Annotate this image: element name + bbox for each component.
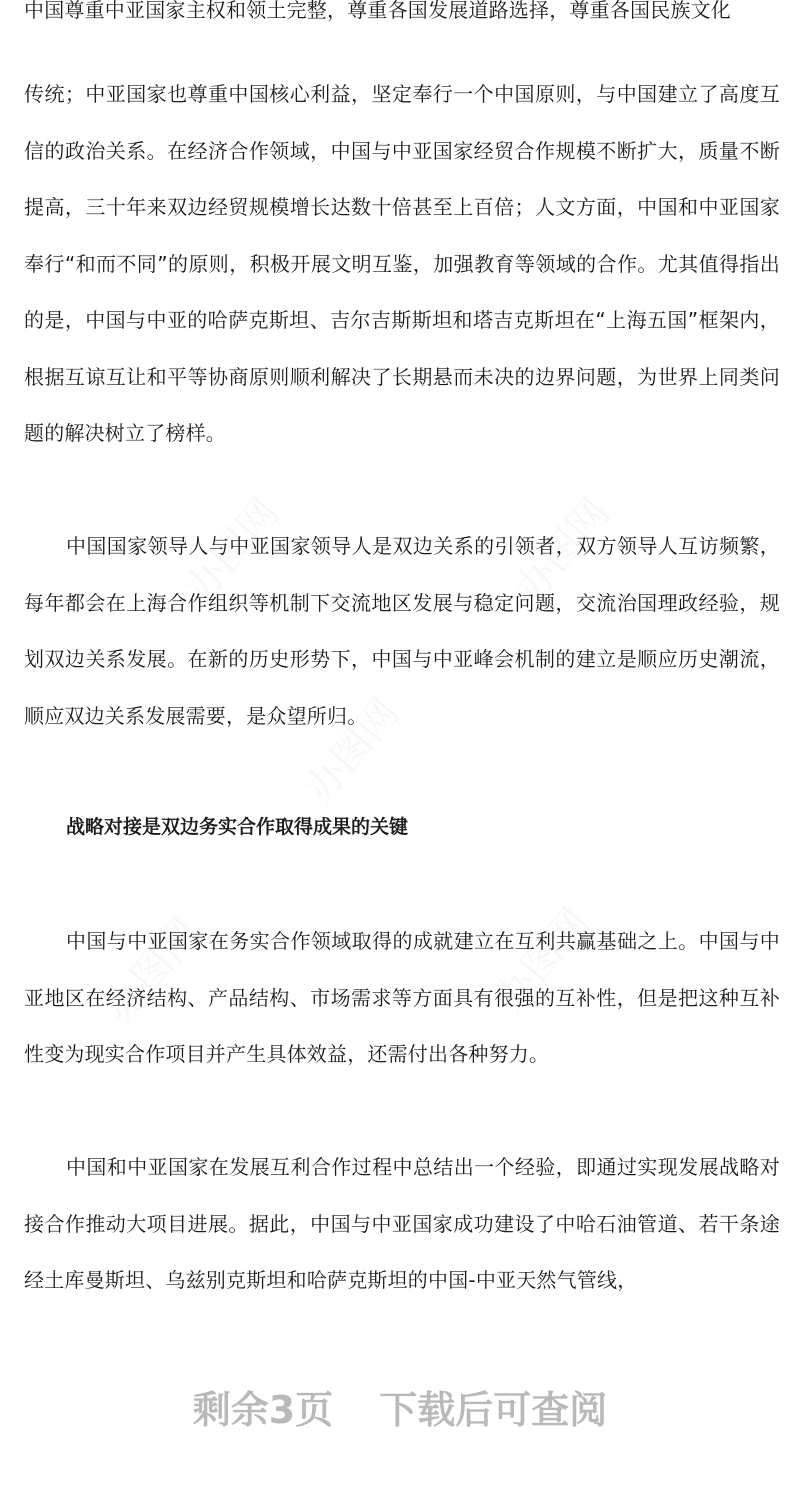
section-heading: 战略对接是双边务实合作取得成果的关键 (66, 816, 409, 838)
download-prompt[interactable] (0, 1385, 800, 1435)
paragraph-3: 中国与中亚国家在务实合作领域取得的成就建立在互利共赢基础之上。中国与中亚地区在经济结构、产品结构、市场需求等方面具有很强的互补性，但是把这种互补性变为现实合作项目并产生具体效益，还需付出各种努力。 (24, 929, 780, 1066)
remaining-pages-label: 剩余3页 (192, 1388, 334, 1432)
paragraph-2: 中国国家领导人与中亚国家领导人是双边关系的引领者，双方领导人互访频繁，每年都会在上海合作组织等机制下交流地区发展与稳定问题，交流治国理政经验，规划双边关系发展。在新的历史形势下，中国与中亚峰会机制的建立是顺应历史潮流，顺应双边关系发展需要，是众望所归。 (24, 534, 780, 728)
paragraph-4: 中国和中亚国家在发展互利合作过程中总结出一个经验，即通过实现发展战略对接合作推动大项目进展。据此，中国与中亚国家成功建设了中哈石油管道、若干条途经土库曼斯坦、乌兹别克斯坦和哈萨克斯坦的中国-中亚天然气管线， (24, 1155, 780, 1292)
paragraph-top-line: 中国尊重中亚国家主权和领土完整，尊重各国发展道路选择，尊重各国民族文化 (24, 0, 731, 22)
download-label[interactable]: 下载后可查阅 (379, 1388, 608, 1432)
paragraph-1: 传统；中亚国家也尊重中国核心利益，坚定奉行一个中国原则，与中国建立了高度互信的政治关系。在经济合作领域，中国与中亚国家经贸合作规模不断扩大，质量不断提高，三十年来双边经贸规模增长达数十倍甚至上百倍；人文方面，中国和中亚国家奉行“和而不同”的原则，积极开展文明互鉴，加强教育等领域的合作。尤其值得指出的是，中国与中亚的哈萨克斯坦、吉尔吉斯斯坦和塔吉克斯坦在“上海五国”框架内，根据互谅互让和平等协商原则顺利解决了长期悬而未决的边界问题，为世界上同类问题的解决树立了榜样。 (24, 82, 780, 445)
